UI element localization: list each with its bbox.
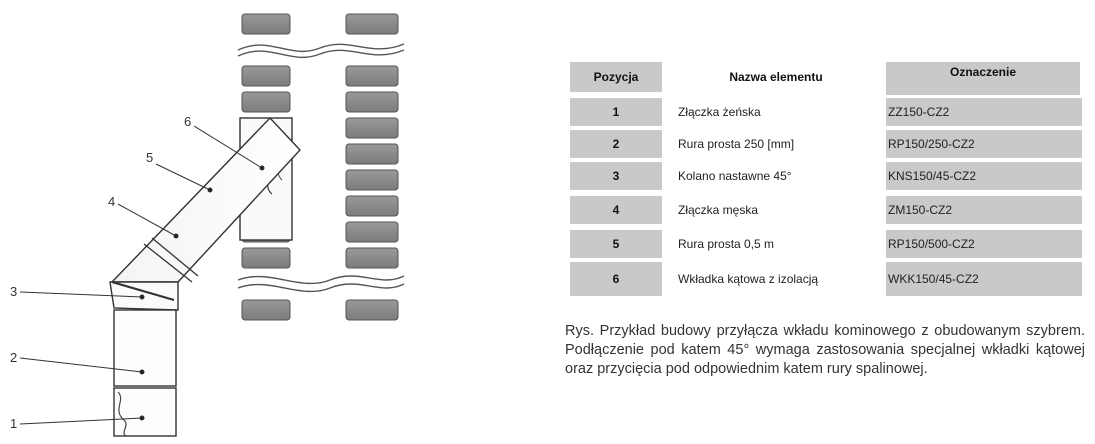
figure-caption: Rys. Przykład budowy przyłącza wkładu kominowego z obudowanym szybrem. Podłączenie pod katem 45° wymaga zastosowania specjalnej wkładki kątowej oraz przycięcia pod odpowiednim katem rury spalinowej. (565, 323, 1085, 377)
brick (242, 66, 290, 86)
header-code: Oznaczenie (886, 62, 1080, 95)
brick (242, 300, 290, 320)
row-code: ZZ150-CZ2 (886, 98, 1082, 126)
brick (346, 66, 398, 86)
row-name: Złączka żeńska (678, 105, 761, 119)
brick (242, 92, 290, 112)
callout-4: 4 (108, 194, 116, 209)
brick (346, 300, 398, 320)
callout-1: 1 (10, 416, 18, 431)
brick (346, 118, 398, 138)
row-name: Rura prosta 250 [mm] (678, 137, 795, 151)
row-position: 6 (570, 262, 662, 296)
row-code: ZM150-CZ2 (886, 196, 1082, 224)
table-header (568, 62, 1082, 92)
row-name: Rura prosta 0,5 m (678, 237, 775, 251)
wall-break-bottom (236, 270, 406, 294)
female-connector-1 (114, 388, 176, 436)
callout-5: 5 (146, 150, 154, 165)
brick (346, 196, 398, 216)
row-code: RP150/500-CZ2 (886, 230, 1082, 258)
wall-break-top (236, 38, 406, 58)
row-position: 5 (570, 230, 662, 258)
brick (242, 248, 290, 268)
table-row (568, 130, 1082, 158)
callout-6: 6 (184, 114, 192, 129)
row-name: Wkładka kątowa z izolacją (678, 272, 819, 286)
table-row (568, 162, 1082, 190)
table-row (568, 230, 1082, 258)
brick (346, 144, 398, 164)
brick (346, 14, 398, 34)
chimney-connection-diagram (0, 0, 540, 444)
table-row (568, 196, 1082, 224)
brick (346, 170, 398, 190)
row-position: 2 (570, 130, 662, 158)
row-position: 1 (570, 98, 662, 126)
brick (346, 92, 398, 112)
row-position: 3 (570, 162, 662, 190)
brick (346, 222, 398, 242)
row-name: Złączka męska (678, 203, 759, 217)
brick (346, 248, 398, 268)
row-code: KNS150/45-CZ2 (886, 162, 1082, 190)
header-position: Pozycja (570, 62, 662, 92)
row-code: WKK150/45-CZ2 (886, 262, 1082, 296)
callout-3: 3 (10, 284, 18, 299)
brick (242, 14, 290, 34)
header-name: Nazwa elementu (729, 70, 823, 84)
row-name: Kolano nastawne 45° (678, 169, 792, 183)
straight-pipe-2 (114, 310, 176, 386)
callout-2: 2 (10, 350, 18, 365)
table-row (568, 98, 1082, 126)
row-code: RP150/250-CZ2 (886, 130, 1082, 158)
table-row (568, 262, 1082, 296)
row-position: 4 (570, 196, 662, 224)
